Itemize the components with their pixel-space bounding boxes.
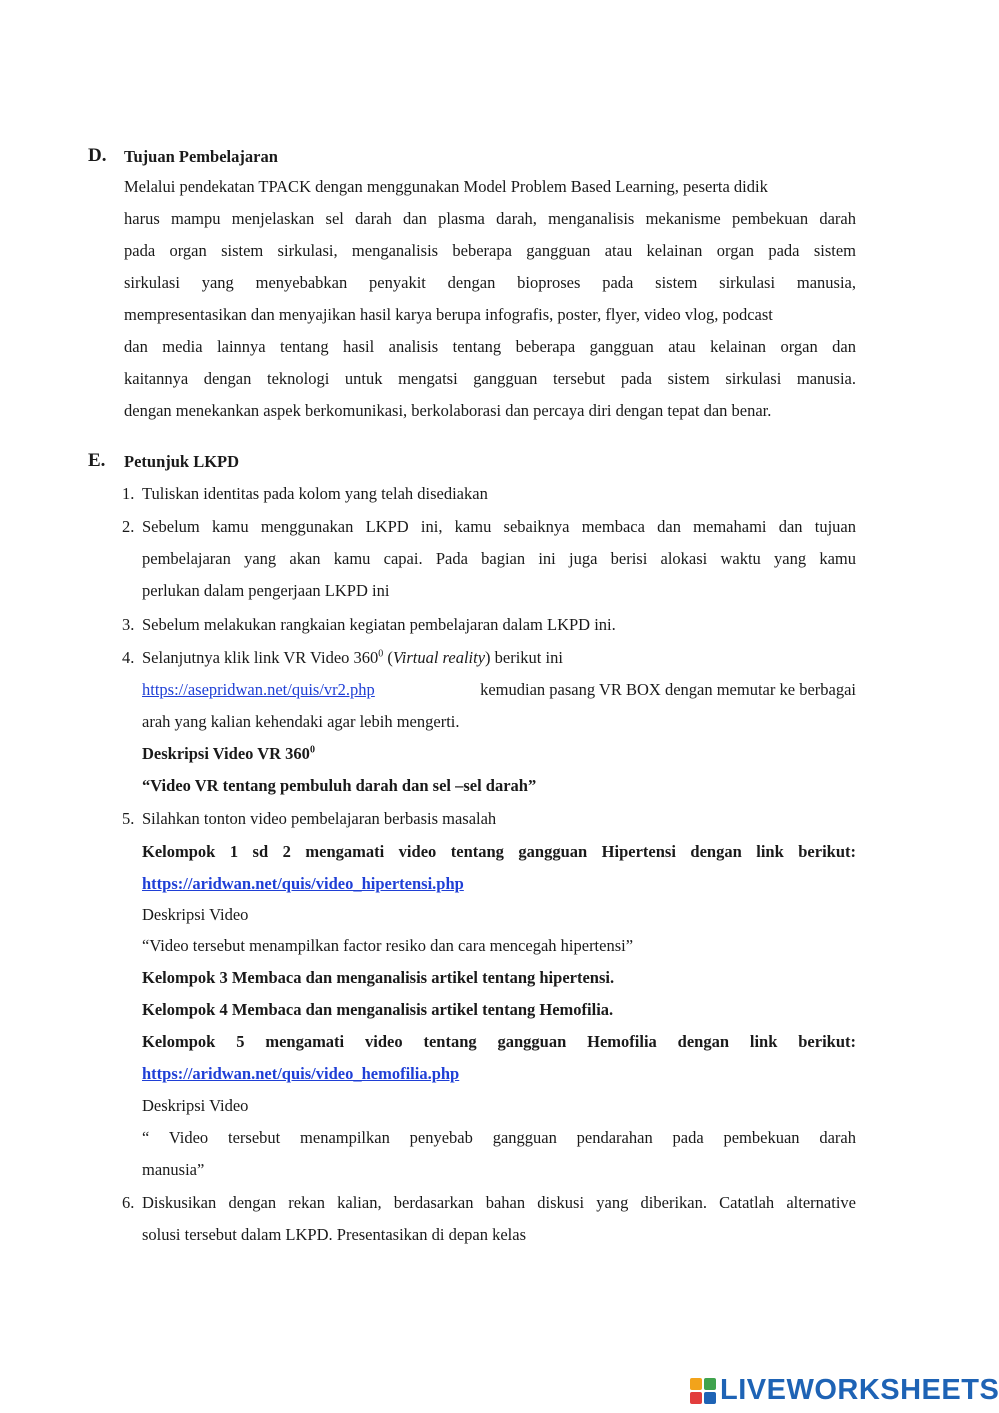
- item-4-text-b: (: [383, 648, 393, 667]
- item-2-line-1: Sebelum kamu menggunakan LKPD ini, kamu sebaiknya membaca dan memahami dan tujuan: [142, 517, 856, 536]
- item-4-text-a: Selanjutnya klik link VR Video 360: [142, 648, 379, 667]
- item-6-line-1: Diskusikan dengan rekan kalian, berdasarkan bahan diskusi yang diberikan. Catatlah alternative: [142, 1193, 856, 1212]
- item-6-number: 6.: [122, 1193, 135, 1212]
- section-d-line-1: Melalui pendekatan TPACK dengan menggunakan Model Problem Based Learning, peserta didik: [124, 177, 768, 196]
- liveworksheets-logo-text: LIVEWORKSHEETS: [720, 1374, 999, 1406]
- section-e-letter: E.: [88, 450, 106, 471]
- section-e-title: Petunjuk LKPD: [124, 452, 240, 471]
- item-4-link-rest: kemudian pasang VR BOX dengan memutar ke berbagai: [480, 680, 856, 699]
- section-d-line-6: dan media lainnya tentang hasil analisis tentang beberapa gangguan atau kelainan organ dan: [124, 337, 856, 356]
- section-d-line-2: harus mampu menjelaskan sel darah dan plasma darah, menganalisis mekanisme pembekuan darah: [124, 209, 856, 228]
- item-1-text: Tuliskan identitas pada kolom yang telah disediakan: [142, 484, 488, 503]
- liveworksheets-logo: [690, 1374, 999, 1407]
- item-4-line-1: [142, 642, 856, 674]
- section-d-line-7: kaitannya dengan teknologi untuk mengatsi gangguan tersebut pada sistem sirkulasi manusia.: [124, 369, 856, 388]
- vr-description-title-text: Deskripsi Video VR 360: [142, 744, 310, 763]
- vr-description-text: “Video VR tentang pembuluh darah dan sel –sel darah”: [142, 776, 537, 795]
- item-2-number: 2.: [122, 517, 135, 536]
- item-3-number: 3.: [122, 615, 135, 634]
- description-text-2a: “ Video tersebut menampilkan penyebab gangguan pendarahan pada pembekuan darah: [142, 1128, 856, 1147]
- item-3-text: Sebelum melakukan rangkaian kegiatan pembelajaran dalam LKPD ini.: [142, 615, 616, 634]
- item-4-number: 4.: [122, 648, 135, 667]
- item-4-italic: Virtual reality: [392, 648, 486, 667]
- description-label-2: Deskripsi Video: [142, 1096, 249, 1115]
- item-5-number: 5.: [122, 809, 135, 828]
- group-4-instruction: Kelompok 4 Membaca dan menganalisis artikel tentang Hemofilia.: [142, 1000, 614, 1019]
- item-1-number: 1.: [122, 484, 135, 503]
- section-d-line-3: pada organ sistem sirkulasi, menganalisis beberapa gangguan atau kelainan organ pada sistem: [124, 241, 856, 260]
- vr-description-title: [142, 738, 856, 770]
- item-4-text-c: ) berikut ini: [485, 648, 563, 667]
- vr-description-degree: 0: [309, 744, 315, 756]
- description-text-2b: manusia”: [142, 1160, 205, 1179]
- section-d-letter: D.: [88, 145, 107, 166]
- group-1-2-instruction: Kelompok 1 sd 2 mengamati video tentang gangguan Hipertensi dengan link berikut:: [142, 842, 856, 861]
- section-d-line-5: mempresentasikan dan menyajikan hasil karya berupa infografis, poster, flyer, video vlog, podcast: [124, 305, 773, 324]
- section-d-line-4: sirkulasi yang menyebabkan penyakit dengan bioproses pada sistem sirkulasi manusia,: [124, 273, 856, 292]
- item-5-text: Silahkan tonton video pembelajaran berbasis masalah: [142, 809, 497, 828]
- hipertensi-video-link[interactable]: https://aridwan.net/quis/video_hipertensi.php: [142, 874, 464, 893]
- item-2-line-2: pembelajaran yang akan kamu capai. Pada bagian ini juga berisi alokasi waktu yang kamu: [142, 549, 856, 568]
- hemofilia-video-link[interactable]: https://aridwan.net/quis/video_hemofilia.php: [142, 1064, 460, 1083]
- item-6-line-2: solusi tersebut dalam LKPD. Presentasikan di depan kelas: [142, 1225, 527, 1244]
- item-2-line-3: perlukan dalam pengerjaan LKPD ini: [142, 581, 390, 600]
- section-d-title: Tujuan Pembelajaran: [124, 147, 278, 166]
- description-text-1: “Video tersebut menampilkan factor resiko dan cara mencegah hipertensi”: [142, 936, 634, 955]
- description-label-1: Deskripsi Video: [142, 905, 249, 924]
- group-5-instruction: Kelompok 5 mengamati video tentang gangguan Hemofilia dengan link berikut:: [142, 1032, 856, 1051]
- item-4-line-3: arah yang kalian kehendaki agar lebih mengerti.: [142, 712, 460, 731]
- liveworksheets-logo-icon: [690, 1378, 716, 1404]
- vr-video-link[interactable]: https://asepridwan.net/quis/vr2.php: [142, 680, 375, 699]
- section-d-line-8: dengan menekankan aspek berkomunikasi, berkolaborasi dan percaya diri dengan tepat dan benar.: [124, 401, 772, 420]
- group-3-instruction: Kelompok 3 Membaca dan menganalisis artikel tentang hipertensi.: [142, 968, 615, 987]
- item-4-line-2: [142, 674, 856, 706]
- item-4-degree: 0: [378, 648, 384, 660]
